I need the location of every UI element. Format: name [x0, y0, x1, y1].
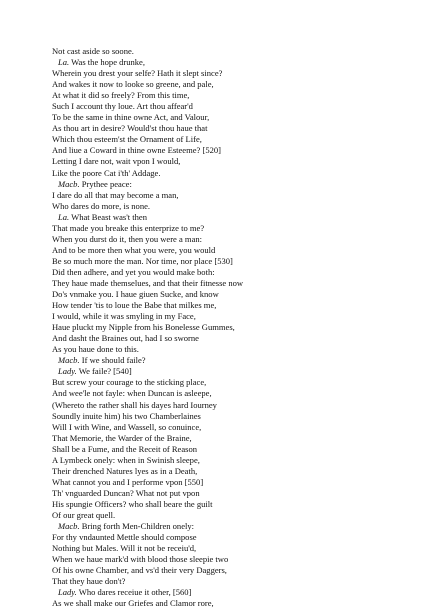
- text-line: [52, 444, 392, 455]
- speaker-name: Macb.: [58, 178, 80, 189]
- text-line: [52, 190, 392, 201]
- line-text: Be so much more the man. Nor time, nor place [530]: [52, 255, 233, 266]
- text-line: [52, 145, 392, 156]
- text-line: [52, 112, 392, 123]
- line-text: Do's vnmake you. I haue giuen Sucke, and know: [52, 289, 219, 300]
- line-text: Nothing but Males. Will it not be receiu'd,: [52, 543, 197, 554]
- text-line: [52, 598, 392, 609]
- line-text: Bring forth Men-Children onely:: [79, 521, 195, 532]
- line-text: Of our great quell.: [52, 509, 116, 520]
- line-text: How tender 'tis to loue the Babe that milkes me,: [52, 300, 217, 311]
- line-text: Th' vnguarded Duncan? What not put vpon: [52, 487, 200, 498]
- speech-line: [52, 179, 392, 190]
- line-text: Like the poore Cat i'th' Addage.: [52, 167, 161, 178]
- line-text: Was the hope drunke,: [69, 57, 145, 68]
- text-line: [52, 101, 392, 112]
- line-text: If we should faile?: [79, 355, 146, 366]
- line-text: We faile? [540]: [76, 366, 132, 377]
- text-line: [52, 278, 392, 289]
- text-line: [52, 234, 392, 245]
- line-text: That Memorie, the Warder of the Braine,: [52, 432, 192, 443]
- text-line: [52, 377, 392, 388]
- line-text: Letting I dare not, wait vpon I would,: [52, 156, 181, 167]
- speech-line: [52, 366, 392, 377]
- line-text: Prythee peace:: [79, 178, 132, 189]
- line-text: That they haue don't?: [52, 576, 126, 587]
- line-text: Their drenched Natures lyes as in a Death,: [52, 465, 198, 476]
- text-line: [52, 576, 392, 587]
- line-text: As we shall make our Griefes and Clamor rore,: [52, 598, 214, 609]
- speaker-name: La.: [58, 211, 70, 222]
- text-line: [52, 554, 392, 565]
- line-text: As you haue done to this.: [52, 344, 139, 355]
- line-text: They haue made themselues, and that their fitnesse now: [52, 277, 244, 288]
- text-line: [52, 223, 392, 234]
- text-line: [52, 245, 392, 256]
- text-line: [52, 256, 392, 267]
- speaker-name: Lady.: [58, 587, 77, 598]
- speech-line: [52, 355, 392, 366]
- text-line: [52, 400, 392, 411]
- text-line: [52, 388, 392, 399]
- text-line: [52, 46, 392, 57]
- line-text: What cannot you and I performe vpon [550]: [52, 476, 204, 487]
- line-text: A Lymbeck onely: when in Swinish sleepe,: [52, 454, 200, 465]
- line-text: Wherein you drest your selfe? Hath it slept since?: [52, 68, 223, 79]
- line-text: Soundly inuite him) his two Chamberlaines: [52, 410, 201, 421]
- line-text: Which thou esteem'st the Ornament of Life,: [52, 134, 202, 145]
- text-line: [52, 201, 392, 212]
- text-line: [52, 311, 392, 322]
- line-text: Who dares receiue it other, [560]: [76, 587, 192, 598]
- text-line: [52, 156, 392, 167]
- line-text: And wee'le not fayle: when Duncan is asleepe,: [52, 388, 212, 399]
- line-text: (Whereto the rather shall his dayes hard Iourney: [52, 399, 217, 410]
- text-line: [52, 433, 392, 444]
- line-text: When you durst do it, then you were a man:: [52, 233, 203, 244]
- line-text: Of his owne Chamber, and vs'd their very Daggers,: [52, 565, 227, 576]
- text-line: [52, 333, 392, 344]
- line-text: But screw your courage to the sticking place,: [52, 377, 207, 388]
- text-line: [52, 289, 392, 300]
- line-text: And to be more then what you were, you would: [52, 244, 216, 255]
- speech-line: [52, 587, 392, 598]
- line-text: Who dares do more, is none.: [52, 200, 151, 211]
- line-text: Such I account thy loue. Art thou affear'd: [52, 101, 193, 112]
- line-text: When we haue mark'd with blood those sleepie two: [52, 554, 229, 565]
- line-text: Not cast aside so soone.: [52, 46, 134, 56]
- text-line: [52, 532, 392, 543]
- line-text: Haue pluckt my Nipple from his Bonelesse Gummes,: [52, 322, 235, 333]
- text-line: [52, 79, 392, 90]
- text-line: [52, 455, 392, 466]
- line-text: I would, while it was smyling in my Face,: [52, 311, 196, 322]
- text-line: [52, 344, 392, 355]
- line-text: As thou art in desire? Would'st thou haue that: [52, 123, 208, 134]
- line-text: That made you breake this enterprize to me?: [52, 222, 205, 233]
- text-line: [52, 123, 392, 134]
- line-text: What Beast was't then: [69, 211, 147, 222]
- speaker-name: Lady.: [58, 366, 77, 377]
- text-line: [52, 477, 392, 488]
- line-text: I dare do all that may become a man,: [52, 189, 179, 200]
- line-text: At what it did so freely? From this time,: [52, 90, 190, 101]
- speech-line: [52, 57, 392, 68]
- line-text: Did then adhere, and yet you would make both:: [52, 266, 215, 277]
- text-line: [52, 510, 392, 521]
- text-line: [52, 499, 392, 510]
- text-line: [52, 300, 392, 311]
- line-text: For thy vndaunted Mettle should compose: [52, 532, 197, 543]
- line-text: To be the same in thine owne Act, and Valour,: [52, 112, 210, 123]
- speech-line: [52, 212, 392, 223]
- text-line: [52, 267, 392, 278]
- text-line: [52, 411, 392, 422]
- line-text: Will I with Wine, and Wassell, so conuince,: [52, 421, 202, 432]
- text-line: [52, 466, 392, 477]
- text-line: [52, 422, 392, 433]
- line-text: Shall be a Fume, and the Receit of Reason: [52, 443, 198, 454]
- line-text: And wakes it now to looke so greene, and pale,: [52, 79, 214, 90]
- text-line: [52, 168, 392, 179]
- text-line: [52, 134, 392, 145]
- text-line: [52, 488, 392, 499]
- speaker-name: Macb.: [58, 355, 80, 366]
- speech-line: [52, 521, 392, 532]
- line-text: And liue a Coward in thine owne Esteeme? [520]: [52, 145, 221, 156]
- speaker-name: La.: [58, 57, 70, 68]
- text-line: [52, 322, 392, 333]
- play-text: [52, 46, 392, 609]
- text-line: [52, 68, 392, 79]
- text-line: [52, 90, 392, 101]
- line-text: His spungie Officers? who shall beare the guilt: [52, 498, 213, 509]
- text-line: [52, 543, 392, 554]
- line-text: And dasht the Braines out, had I so sworne: [52, 333, 199, 344]
- text-line: [52, 565, 392, 576]
- speaker-name: Macb.: [58, 521, 80, 532]
